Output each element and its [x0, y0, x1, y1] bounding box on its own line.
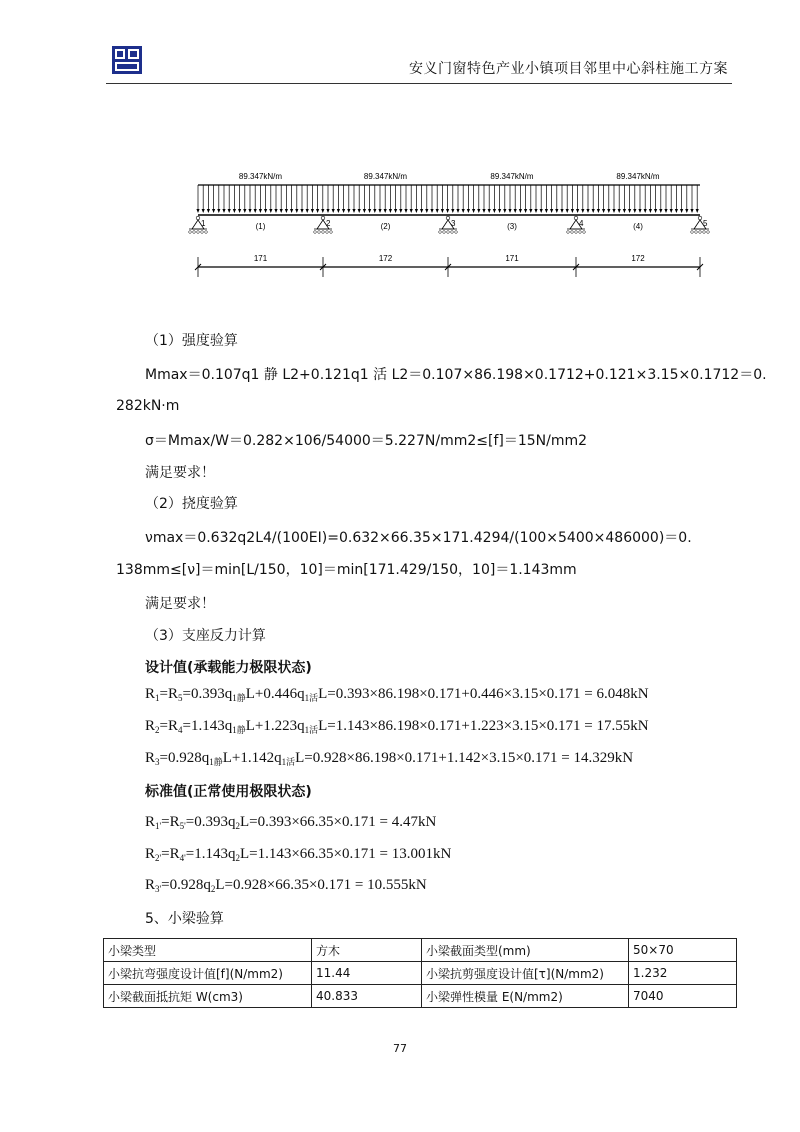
support-roller [205, 231, 208, 234]
load-arrow-head [347, 209, 350, 213]
load-arrow-head [264, 209, 267, 213]
support-roller [326, 231, 329, 234]
load-arrow-head [462, 209, 465, 213]
load-arrow-head [571, 209, 574, 213]
reaction-heading: （3）支座反力计算 [145, 628, 266, 644]
load-arrow-head [592, 209, 595, 213]
mmax-formula-line1: Mmax＝0.107q1 静 L2+0.121q1 活 L2＝0.107×86.198×0.1712+0.121×3.15×0.1712＝0. [145, 367, 767, 383]
load-arrow-head [326, 209, 329, 213]
deflection-ok: 满足要求！ [145, 596, 215, 612]
support-roller [703, 231, 706, 234]
load-arrow-head [477, 209, 480, 213]
load-arrow-head [238, 209, 241, 213]
table-cell: 小梁弹性模量 E(N/mm2) [422, 985, 629, 1008]
support-roller [455, 231, 458, 234]
span-label: (1) [255, 222, 266, 231]
beam-supports [189, 216, 710, 233]
support-roller [583, 231, 586, 234]
span-label: (2) [380, 222, 391, 231]
load-arrow-head [274, 209, 277, 213]
load-arrow-head [295, 209, 298, 213]
support-label: 1 [201, 219, 206, 228]
load-arrow-head [243, 209, 246, 213]
support-roller [575, 231, 578, 234]
support-roller [314, 231, 317, 234]
mmax-formula-line2: 282kN·m [116, 398, 180, 414]
load-arrow-head [508, 209, 511, 213]
load-arrow-head [384, 209, 387, 213]
dimension-label: 172 [631, 254, 645, 263]
load-arrow-head [378, 209, 381, 213]
support-roller [695, 231, 698, 234]
load-arrow-head [342, 209, 345, 213]
support-roller [451, 231, 454, 234]
table-row [104, 985, 737, 1008]
load-arrow-head [498, 209, 501, 213]
load-arrow-head [649, 209, 652, 213]
deflection-check-heading: （2）挠度验算 [145, 496, 238, 512]
load-arrow-head [519, 209, 522, 213]
load-arrow-head [696, 209, 699, 213]
support-roller [567, 231, 570, 234]
support-pin [321, 216, 325, 220]
support-roller [330, 231, 333, 234]
support-label: 4 [579, 219, 584, 228]
load-arrow-head [373, 209, 376, 213]
load-arrow-head [581, 209, 584, 213]
load-arrow-head [503, 209, 506, 213]
load-arrow-head [540, 209, 543, 213]
support-roller [691, 231, 694, 234]
header-divider [106, 83, 732, 84]
load-arrow-head [488, 209, 491, 213]
load-arrow-head [482, 209, 485, 213]
load-arrow-head [217, 209, 220, 213]
support-roller [699, 231, 702, 234]
load-arrow-head [597, 209, 600, 213]
diagram-labels [201, 172, 708, 263]
load-arrow-head [493, 209, 496, 213]
table-row [104, 962, 737, 985]
dimension-label: 171 [505, 254, 519, 263]
load-arrow-head [560, 209, 563, 213]
load-arrow-head [196, 209, 199, 213]
standard-value-heading: 标准值(正常使用极限状态) [145, 784, 312, 800]
table-cell: 7040 [629, 985, 737, 1008]
load-arrow-head [623, 209, 626, 213]
load-arrow-head [306, 209, 309, 213]
load-arrow-head [410, 209, 413, 213]
load-arrow-head [664, 209, 667, 213]
span-label: (3) [507, 222, 517, 231]
deflection-formula-line1: νmax＝0.632q2L4/(100EI)=0.632×66.35×171.4294/(100×5400×486000)＝0. [145, 530, 692, 546]
strength-ok: 满足要求！ [145, 465, 215, 481]
load-arrow-head [212, 209, 215, 213]
load-arrow-head [389, 209, 392, 213]
load-label: 89.347kN/m [363, 172, 408, 181]
load-arrow-head [675, 209, 678, 213]
table-cell: 40.833 [312, 985, 422, 1008]
load-arrow-head [576, 209, 579, 213]
load-arrow-head [545, 209, 548, 213]
load-arrow-head [248, 209, 251, 213]
load-arrow-head [654, 209, 657, 213]
load-arrow-head [529, 209, 532, 213]
load-arrow-head [644, 209, 647, 213]
load-arrow-head [430, 209, 433, 213]
load-arrow-head [472, 209, 475, 213]
load-arrow-head [233, 209, 236, 213]
load-arrow-head [456, 209, 459, 213]
support-roller [322, 231, 325, 234]
load-arrow-head [254, 209, 257, 213]
load-arrow-head [394, 209, 397, 213]
reaction-r2-r4: $R_2=R_4=1.143q_{1静}L+1.223q_{1活}L=1.143\times 86.198\times 0.171+1.223\times 3.15\times 0.171 = 17.55kN$ [145, 718, 649, 735]
load-arrow-head [555, 209, 558, 213]
load-arrow-head [446, 209, 449, 213]
support-label: 5 [703, 219, 708, 228]
load-arrow-head [680, 209, 683, 213]
design-value-heading: 设计值(承载能力极限状态) [145, 660, 312, 676]
load-arrow-head [207, 209, 210, 213]
table-cell: 小梁截面类型(mm) [422, 939, 629, 962]
table-cell: 方木 [312, 939, 422, 962]
reaction-r1-r5: $R_1=R_5=0.393q_{1静}L+0.446q_{1活}L=0.393\times 86.198\times 0.171+0.446\times 3.15\times 0.171 = 6.048kN$ [145, 686, 649, 703]
load-arrow-head [259, 209, 262, 213]
load-arrow-head [202, 209, 205, 213]
load-arrow-head [436, 209, 439, 213]
load-arrow-head [685, 209, 688, 213]
load-arrow-head [420, 209, 423, 213]
small-beam-heading: 5、小梁验算 [145, 911, 224, 927]
table-cell: 小梁抗剪强度设计值[τ](N/mm2) [422, 962, 629, 985]
stress-formula: σ＝Mmax/W＝0.282×106/54000＝5.227N/mm2≤[f]＝15N/mm2 [145, 433, 588, 449]
load-arrow-head [602, 209, 605, 213]
deflection-formula-line2: 138mm≤[ν]＝min[L/150，10]＝min[171.429/150，10]＝1.143mm [116, 562, 577, 578]
load-arrow-head [628, 209, 631, 213]
load-arrow-head [441, 209, 444, 213]
load-arrow-head [399, 209, 402, 213]
load-label: 89.347kN/m [616, 172, 660, 181]
support-label: 2 [326, 219, 331, 228]
load-arrow-head [425, 209, 428, 213]
support-pin [698, 216, 702, 220]
dimension-label: 171 [253, 254, 268, 263]
header-title: 安义门窗特色产业小镇项目邻里中心斜柱施工方案 [409, 61, 728, 77]
support-roller [707, 231, 710, 234]
table-cell: 小梁截面抵抗矩 W(cm3) [104, 985, 312, 1008]
load-arrow-head [285, 209, 288, 213]
small-beam-properties-table [103, 938, 737, 1008]
strength-check-heading: （1）强度验算 [145, 333, 238, 349]
load-arrow-head [586, 209, 589, 213]
load-arrow-head [321, 209, 324, 213]
load-arrow-head [368, 209, 371, 213]
load-arrow-head [633, 209, 636, 213]
load-arrow-head [300, 209, 303, 213]
reaction-std-r3: $R_{3'}=0.928q_2L=0.928\times 66.35\times 0.171 = 10.555kN$ [145, 877, 427, 894]
load-arrow-head [311, 209, 314, 213]
load-arrow-head [566, 209, 569, 213]
load-arrow-head [228, 209, 231, 213]
support-roller [197, 231, 200, 234]
dimension-label: 172 [378, 254, 393, 263]
support-pin [574, 216, 578, 220]
support-roller [189, 231, 192, 234]
support-pin [446, 216, 450, 220]
table-cell: 1.232 [629, 962, 737, 985]
support-label: 3 [451, 219, 456, 228]
load-arrow-head [290, 209, 293, 213]
support-roller [439, 231, 442, 234]
support-roller [193, 231, 196, 234]
load-arrow-head [352, 209, 355, 213]
beam-load-diagram [180, 165, 720, 285]
support-roller [318, 231, 321, 234]
support-roller [443, 231, 446, 234]
support-roller [447, 231, 450, 234]
table-row [104, 939, 737, 962]
load-arrow-head [337, 209, 340, 213]
load-arrow-head [316, 209, 319, 213]
load-arrow-head [332, 209, 335, 213]
load-arrow-head [612, 209, 615, 213]
load-arrow-head [404, 209, 407, 213]
support-roller [201, 231, 204, 234]
reaction-std-r2-r4: $R_{2'}=R_{4'}=1.143q_2L=1.143\times 66.35\times 0.171 = 13.001kN$ [145, 846, 452, 863]
load-arrow-head [415, 209, 418, 213]
load-arrow-head [358, 209, 361, 213]
load-arrow-head [467, 209, 470, 213]
load-arrow-head [607, 209, 610, 213]
table-cell: 50×70 [629, 939, 737, 962]
load-arrow-head [659, 209, 662, 213]
load-label: 89.347kN/m [238, 172, 283, 181]
load-arrow-head [280, 209, 283, 213]
load-arrow-head [222, 209, 225, 213]
support-roller [579, 231, 582, 234]
load-arrow-head [618, 209, 621, 213]
table-cell: 11.44 [312, 962, 422, 985]
load-arrow-head [514, 209, 517, 213]
reaction-r3: $R_3=0.928q_{1静}L+1.142q_{1活}L=0.928\times 86.198\times 0.171+1.142\times 3.15\times 0.171 = 14.329kN$ [145, 750, 634, 767]
load-arrow-head [524, 209, 527, 213]
span-dimension-line [195, 257, 703, 277]
reaction-std-r1-r5: $R_{1'}=R_{5'}=0.393q_2L=0.393\times 66.35\times 0.171 = 4.47kN$ [145, 814, 437, 831]
load-arrow-head [534, 209, 537, 213]
span-label: (4) [633, 222, 643, 231]
distributed-load-arrows [196, 185, 700, 215]
support-pin [196, 216, 200, 220]
load-arrow-head [550, 209, 553, 213]
page-number: 77 [393, 1042, 407, 1055]
table-cell: 小梁抗弯强度设计值[f](N/mm2) [104, 962, 312, 985]
load-arrow-head [690, 209, 693, 213]
table-cell: 小梁类型 [104, 939, 312, 962]
load-arrow-head [451, 209, 454, 213]
support-roller [571, 231, 574, 234]
load-arrow-head [638, 209, 641, 213]
load-arrow-head [670, 209, 673, 213]
company-logo [112, 46, 142, 74]
load-label: 89.347kN/m [490, 172, 534, 181]
load-arrow-head [269, 209, 272, 213]
load-arrow-head [363, 209, 366, 213]
